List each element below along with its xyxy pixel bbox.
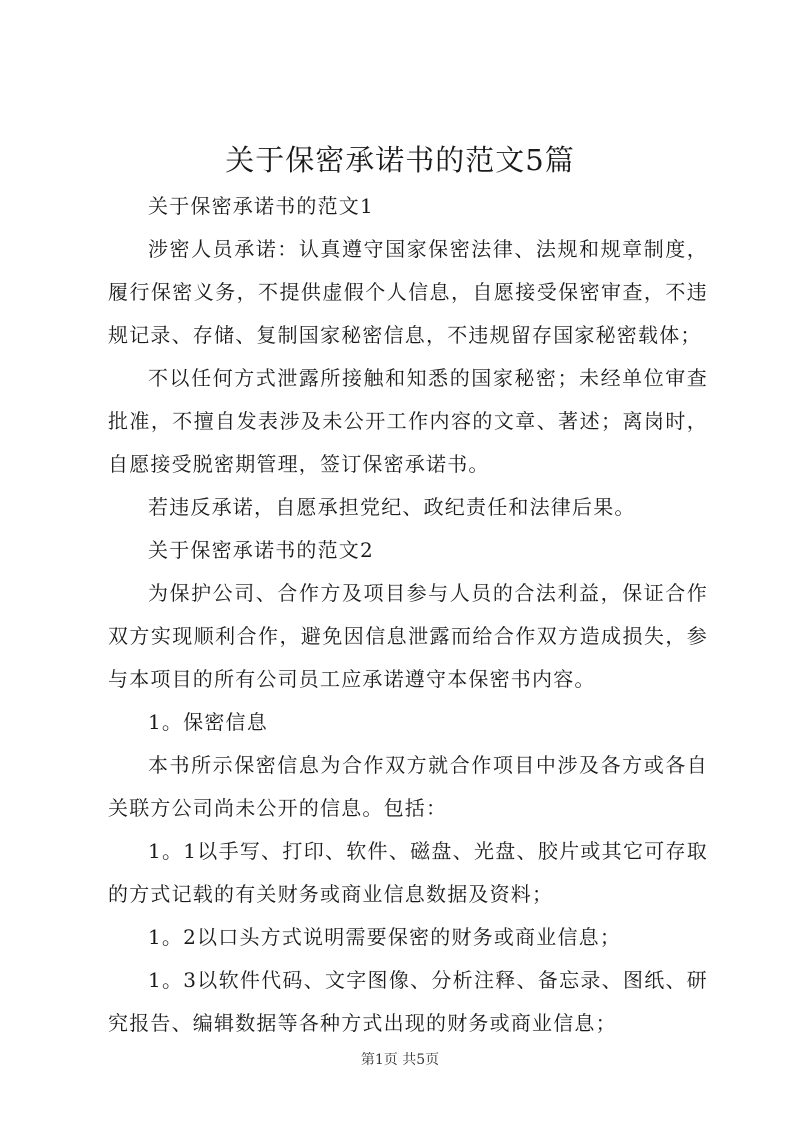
paragraph: 为保护公司、合作方及项目参与人员的合法利益，保证合作双方实现顺利合作，避免因信息泄露而给合作双方造成损失，参与本项目的所有公司员工应承诺遵守本保密书内容。 — [108, 581, 708, 691]
clause-heading: 1。保密信息 — [148, 710, 268, 734]
section-heading-2: 关于保密承诺书的范文2 — [148, 538, 374, 562]
paragraph: 涉密人员承诺：认真遵守国家保密法律、法规和规章制度，履行保密义务，不提供虚假个人信息，自愿接受保密审查，不违规记录、存储、复制国家秘密信息，不违规留存国家秘密载体； — [108, 237, 708, 347]
page-number-footer: 第1页 共5页 — [360, 1052, 440, 1068]
clause-item: 1。1以手写、打印、软件、磁盘、光盘、胶片或其它可存取的方式记载的有关财务或商业信息数据及资料； — [108, 839, 708, 906]
document-title: 关于保密承诺书的范文5篇 — [225, 143, 575, 177]
paragraph: 本书所示保密信息为合作双方就合作项目中涉及各方或各自关联方公司尚未公开的信息。包括： — [108, 753, 708, 820]
paragraph: 不以任何方式泄露所接触和知悉的国家秘密；未经单位审查批准，不擅自发表涉及未公开工作内容的文章、著述；离岗时，自愿接受脱密期管理，签订保密承诺书。 — [108, 366, 708, 476]
clause-item: 1。3以软件代码、文字图像、分析注释、备忘录、图纸、研究报告、编辑数据等各种方式出现的财务或商业信息； — [108, 968, 708, 1035]
paragraph: 若违反承诺，自愿承担党纪、政纪责任和法律后果。 — [148, 495, 636, 519]
document-body — [108, 185, 708, 1045]
section-heading-1: 关于保密承诺书的范文1 — [148, 194, 374, 218]
clause-item: 1。2以口头方式说明需要保密的财务或商业信息； — [148, 925, 622, 949]
